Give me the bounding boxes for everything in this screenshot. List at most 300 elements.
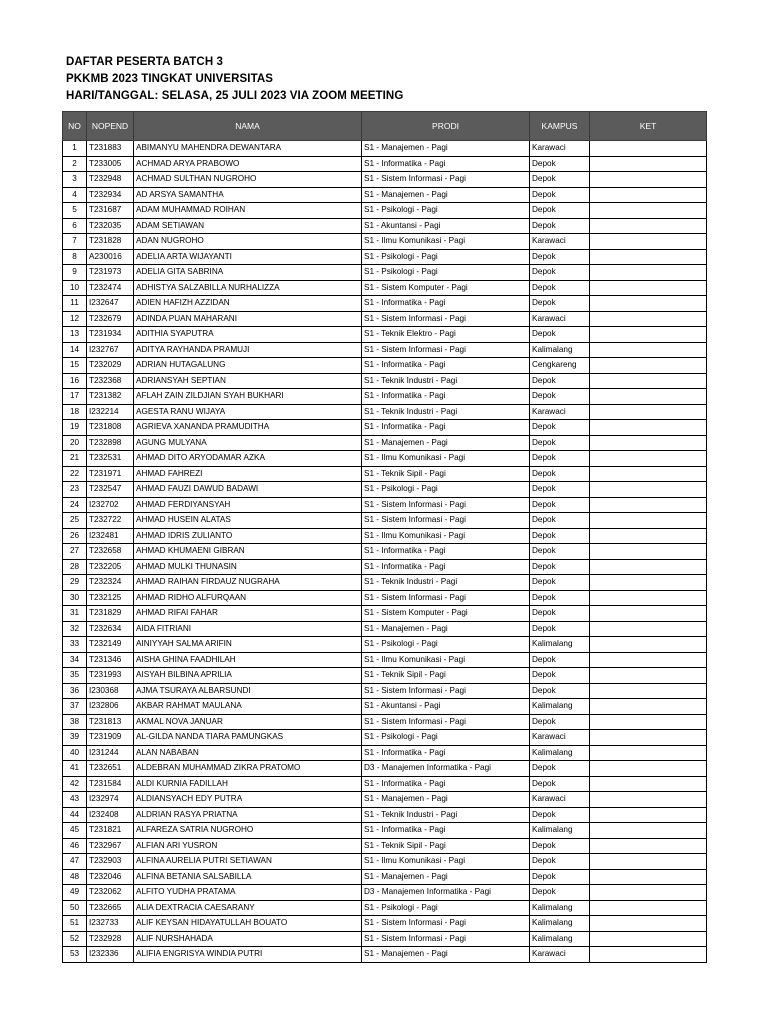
cell-nopend: T232205 [87, 559, 134, 575]
table-row [63, 466, 707, 482]
cell-kampus: Depok [530, 497, 590, 513]
column-header-prodi: PRODI [362, 112, 530, 141]
cell-no: 10 [63, 280, 87, 296]
cell-nopend: T231687 [87, 203, 134, 219]
cell-kampus: Depok [530, 854, 590, 870]
cell-nama: AGRIEVA XANANDA PRAMUDITHA [134, 420, 362, 436]
table-row [63, 513, 707, 529]
cell-kampus: Depok [530, 621, 590, 637]
cell-no: 49 [63, 885, 87, 901]
cell-prodi: S1 - Sistem Informasi - Pagi [362, 497, 530, 513]
table-row [63, 559, 707, 575]
cell-prodi: S1 - Informatika - Pagi [362, 358, 530, 374]
cell-prodi: S1 - Sistem Informasi - Pagi [362, 916, 530, 932]
cell-nama: ADITHIA SYAPUTRA [134, 327, 362, 343]
cell-no: 51 [63, 916, 87, 932]
cell-kampus: Depok [530, 327, 590, 343]
table-row [63, 714, 707, 730]
table-row [63, 792, 707, 808]
table-row [63, 187, 707, 203]
cell-no: 2 [63, 156, 87, 172]
cell-no: 30 [63, 590, 87, 606]
cell-ket [590, 637, 707, 653]
cell-no: 46 [63, 838, 87, 854]
cell-kampus: Karawaci [530, 404, 590, 420]
cell-prodi: S1 - Sistem Informasi - Pagi [362, 342, 530, 358]
cell-ket [590, 482, 707, 498]
cell-nopend: I232647 [87, 296, 134, 312]
cell-prodi: S1 - Sistem Komputer - Pagi [362, 606, 530, 622]
cell-no: 28 [63, 559, 87, 575]
cell-nama: AHMAD HUSEIN ALATAS [134, 513, 362, 529]
column-header-kampus: KAMPUS [530, 112, 590, 141]
cell-prodi: S1 - Manajemen - Pagi [362, 187, 530, 203]
table-row [63, 373, 707, 389]
cell-prodi: S1 - Informatika - Pagi [362, 776, 530, 792]
cell-nama: ALFAREZA SATRIA NUGROHO [134, 823, 362, 839]
cell-nama: ADHISTYA SALZABILLA NURHALIZZA [134, 280, 362, 296]
cell-prodi: S1 - Sistem Informasi - Pagi [362, 683, 530, 699]
cell-ket [590, 249, 707, 265]
table-row [63, 823, 707, 839]
cell-nama: ADAM MUHAMMAD ROIHAN [134, 203, 362, 219]
cell-kampus: Kalimalang [530, 916, 590, 932]
document-heading [66, 54, 403, 105]
cell-kampus: Depok [530, 590, 590, 606]
cell-prodi: S1 - Psikologi - Pagi [362, 249, 530, 265]
cell-nama: AHMAD FERDIYANSYAH [134, 497, 362, 513]
cell-kampus: Depok [530, 838, 590, 854]
cell-ket [590, 451, 707, 467]
cell-nopend: T232934 [87, 187, 134, 203]
table-row [63, 885, 707, 901]
cell-nama: AFLAH ZAIN ZILDJIAN SYAH BUKHARI [134, 389, 362, 405]
cell-prodi: S1 - Sistem Informasi - Pagi [362, 513, 530, 529]
cell-no: 52 [63, 931, 87, 947]
cell-nopend: T231828 [87, 234, 134, 250]
cell-ket [590, 900, 707, 916]
table-row [63, 249, 707, 265]
cell-no: 25 [63, 513, 87, 529]
cell-nopend: T231829 [87, 606, 134, 622]
cell-nopend: T232967 [87, 838, 134, 854]
cell-nopend: T231813 [87, 714, 134, 730]
cell-nama: ADELIA ARTA WIJAYANTI [134, 249, 362, 265]
table-row [63, 311, 707, 327]
cell-nopend: T232474 [87, 280, 134, 296]
cell-no: 27 [63, 544, 87, 560]
cell-prodi: S1 - Manajemen - Pagi [362, 947, 530, 963]
cell-nopend: T232035 [87, 218, 134, 234]
cell-kampus: Depok [530, 544, 590, 560]
cell-prodi: S1 - Akuntansi - Pagi [362, 218, 530, 234]
cell-kampus: Cengkareng [530, 358, 590, 374]
cell-ket [590, 156, 707, 172]
table-row [63, 683, 707, 699]
cell-kampus: Depok [530, 869, 590, 885]
cell-nama: AD ARSYA SAMANTHA [134, 187, 362, 203]
table-row [63, 838, 707, 854]
cell-nopend: T232149 [87, 637, 134, 653]
cell-nama: ALFIAN ARI YUSRON [134, 838, 362, 854]
cell-prodi: S1 - Sistem Informasi - Pagi [362, 590, 530, 606]
cell-prodi: S1 - Manajemen - Pagi [362, 141, 530, 157]
cell-no: 32 [63, 621, 87, 637]
cell-prodi: S1 - Manajemen - Pagi [362, 621, 530, 637]
cell-prodi: S1 - Ilmu Komunikasi - Pagi [362, 854, 530, 870]
cell-prodi: S1 - Manajemen - Pagi [362, 435, 530, 451]
cell-kampus: Depok [530, 172, 590, 188]
cell-nopend: I232974 [87, 792, 134, 808]
cell-kampus: Depok [530, 761, 590, 777]
cell-no: 4 [63, 187, 87, 203]
cell-no: 19 [63, 420, 87, 436]
cell-nopend: T232125 [87, 590, 134, 606]
cell-kampus: Karawaci [530, 141, 590, 157]
cell-ket [590, 172, 707, 188]
cell-no: 31 [63, 606, 87, 622]
table-row [63, 234, 707, 250]
cell-no: 20 [63, 435, 87, 451]
cell-kampus: Kalimalang [530, 342, 590, 358]
cell-ket [590, 885, 707, 901]
cell-prodi: S1 - Teknik Industri - Pagi [362, 807, 530, 823]
column-header-no: NO [63, 112, 87, 141]
cell-kampus: Depok [530, 683, 590, 699]
cell-nama: AKBAR RAHMAT MAULANA [134, 699, 362, 715]
cell-ket [590, 761, 707, 777]
cell-nopend: T232679 [87, 311, 134, 327]
cell-no: 8 [63, 249, 87, 265]
cell-nama: AHMAD FAHREZI [134, 466, 362, 482]
cell-no: 11 [63, 296, 87, 312]
cell-ket [590, 559, 707, 575]
table-body [63, 141, 707, 963]
cell-kampus: Depok [530, 528, 590, 544]
cell-nopend: T232029 [87, 358, 134, 374]
cell-no: 23 [63, 482, 87, 498]
cell-prodi: S1 - Psikologi - Pagi [362, 730, 530, 746]
cell-no: 14 [63, 342, 87, 358]
cell-nama: ADIEN HAFIZH AZZIDAN [134, 296, 362, 312]
cell-ket [590, 606, 707, 622]
cell-no: 47 [63, 854, 87, 870]
cell-kampus: Karawaci [530, 311, 590, 327]
cell-no: 38 [63, 714, 87, 730]
cell-kampus: Depok [530, 203, 590, 219]
cell-nopend: T232722 [87, 513, 134, 529]
cell-nama: ADRIANSYAH SEPTIAN [134, 373, 362, 389]
cell-nopend: I232408 [87, 807, 134, 823]
table-row [63, 141, 707, 157]
table-row [63, 637, 707, 653]
cell-no: 50 [63, 900, 87, 916]
cell-nopend: I232733 [87, 916, 134, 932]
cell-nopend: I232806 [87, 699, 134, 715]
cell-ket [590, 590, 707, 606]
cell-no: 33 [63, 637, 87, 653]
table-row [63, 730, 707, 746]
table-row [63, 358, 707, 374]
table-row [63, 327, 707, 343]
cell-prodi: S1 - Informatika - Pagi [362, 823, 530, 839]
table-row [63, 389, 707, 405]
cell-kampus: Depok [530, 482, 590, 498]
cell-nama: AGUNG MULYANA [134, 435, 362, 451]
cell-no: 41 [63, 761, 87, 777]
cell-kampus: Depok [530, 389, 590, 405]
table-header-row [63, 112, 707, 141]
cell-ket [590, 141, 707, 157]
cell-kampus: Depok [530, 885, 590, 901]
cell-kampus: Depok [530, 575, 590, 591]
table-row [63, 745, 707, 761]
cell-kampus: Depok [530, 249, 590, 265]
cell-nopend: I232702 [87, 497, 134, 513]
table-row [63, 342, 707, 358]
table-row [63, 203, 707, 219]
cell-kampus: Depok [530, 606, 590, 622]
cell-no: 1 [63, 141, 87, 157]
cell-no: 24 [63, 497, 87, 513]
cell-nopend: T232547 [87, 482, 134, 498]
cell-nopend: I232336 [87, 947, 134, 963]
cell-nama: ADELIA GITA SABRINA [134, 265, 362, 281]
cell-nopend: T232928 [87, 931, 134, 947]
cell-kampus: Depok [530, 668, 590, 684]
table-row [63, 947, 707, 963]
cell-kampus: Depok [530, 466, 590, 482]
column-header-nama: NAMA [134, 112, 362, 141]
cell-ket [590, 838, 707, 854]
cell-nopend: T232903 [87, 854, 134, 870]
table-row [63, 854, 707, 870]
cell-prodi: S1 - Informatika - Pagi [362, 420, 530, 436]
cell-kampus: Depok [530, 265, 590, 281]
cell-nopend: T232634 [87, 621, 134, 637]
table-row [63, 699, 707, 715]
cell-prodi: S1 - Teknik Industri - Pagi [362, 373, 530, 389]
cell-nama: AGESTA RANU WIJAYA [134, 404, 362, 420]
cell-ket [590, 823, 707, 839]
cell-kampus: Depok [530, 807, 590, 823]
table-row [63, 900, 707, 916]
cell-ket [590, 869, 707, 885]
cell-no: 22 [63, 466, 87, 482]
column-header-ket: KET [590, 112, 707, 141]
cell-nopend: T231973 [87, 265, 134, 281]
cell-prodi: S1 - Psikologi - Pagi [362, 203, 530, 219]
table-row [63, 420, 707, 436]
cell-no: 44 [63, 807, 87, 823]
cell-ket [590, 683, 707, 699]
cell-kampus: Depok [530, 156, 590, 172]
cell-kampus: Depok [530, 373, 590, 389]
cell-nopend: T232651 [87, 761, 134, 777]
cell-nama: ADAN NUGROHO [134, 234, 362, 250]
cell-ket [590, 544, 707, 560]
cell-kampus: Kalimalang [530, 823, 590, 839]
cell-nama: AHMAD DITO ARYODAMAR AZKA [134, 451, 362, 467]
cell-kampus: Depok [530, 218, 590, 234]
table-row [63, 172, 707, 188]
cell-ket [590, 203, 707, 219]
cell-nopend: T232948 [87, 172, 134, 188]
cell-kampus: Kalimalang [530, 699, 590, 715]
cell-nopend: T231883 [87, 141, 134, 157]
cell-ket [590, 311, 707, 327]
table-row [63, 156, 707, 172]
table-row [63, 544, 707, 560]
cell-ket [590, 745, 707, 761]
cell-no: 39 [63, 730, 87, 746]
cell-prodi: S1 - Informatika - Pagi [362, 296, 530, 312]
cell-nama: ALDEBRAN MUHAMMAD ZIKRA PRATOMO [134, 761, 362, 777]
cell-kampus: Kalimalang [530, 931, 590, 947]
cell-no: 29 [63, 575, 87, 591]
cell-no: 37 [63, 699, 87, 715]
cell-prodi: S1 - Teknik Industri - Pagi [362, 575, 530, 591]
cell-nama: AHMAD FAUZI DAWUD BADAWI [134, 482, 362, 498]
cell-nama: AISHA GHINA FAADHILAH [134, 652, 362, 668]
cell-no: 48 [63, 869, 87, 885]
table-row [63, 497, 707, 513]
cell-nama: AHMAD RAIHAN FIRDAUZ NUGRAHA [134, 575, 362, 591]
cell-no: 12 [63, 311, 87, 327]
cell-ket [590, 218, 707, 234]
cell-nopend: T231971 [87, 466, 134, 482]
cell-ket [590, 296, 707, 312]
cell-ket [590, 280, 707, 296]
cell-nama: ADAM SETIAWAN [134, 218, 362, 234]
cell-ket [590, 621, 707, 637]
cell-no: 9 [63, 265, 87, 281]
cell-no: 13 [63, 327, 87, 343]
cell-nama: ALDI KURNIA FADILLAH [134, 776, 362, 792]
table-row [63, 265, 707, 281]
cell-prodi: S1 - Informatika - Pagi [362, 544, 530, 560]
cell-nama: ADINDA PUAN MAHARANI [134, 311, 362, 327]
cell-prodi: S1 - Informatika - Pagi [362, 559, 530, 575]
cell-nama: AHMAD MULKI THUNASIN [134, 559, 362, 575]
cell-ket [590, 234, 707, 250]
cell-prodi: S1 - Sistem Informasi - Pagi [362, 714, 530, 730]
cell-ket [590, 575, 707, 591]
cell-prodi: D3 - Manajemen Informatika - Pagi [362, 885, 530, 901]
column-header-nopend: NOPEND [87, 112, 134, 141]
cell-kampus: Depok [530, 187, 590, 203]
cell-ket [590, 187, 707, 203]
cell-ket [590, 420, 707, 436]
cell-ket [590, 931, 707, 947]
cell-no: 42 [63, 776, 87, 792]
cell-prodi: S1 - Psikologi - Pagi [362, 482, 530, 498]
cell-kampus: Depok [530, 435, 590, 451]
cell-kampus: Karawaci [530, 947, 590, 963]
cell-nopend: T231993 [87, 668, 134, 684]
cell-no: 21 [63, 451, 87, 467]
cell-nama: ALFINA AURELIA PUTRI SETIAWAN [134, 854, 362, 870]
cell-kampus: Depok [530, 280, 590, 296]
cell-kampus: Depok [530, 776, 590, 792]
cell-ket [590, 404, 707, 420]
cell-prodi: S1 - Sistem Informasi - Pagi [362, 172, 530, 188]
cell-nopend: T232062 [87, 885, 134, 901]
cell-nama: ALIF KEYSAN HIDAYATULLAH BOUATO [134, 916, 362, 932]
cell-ket [590, 342, 707, 358]
cell-ket [590, 389, 707, 405]
table-row [63, 451, 707, 467]
table-row [63, 296, 707, 312]
cell-ket [590, 699, 707, 715]
cell-prodi: S1 - Informatika - Pagi [362, 156, 530, 172]
cell-prodi: S1 - Ilmu Komunikasi - Pagi [362, 451, 530, 467]
cell-nopend: T232046 [87, 869, 134, 885]
cell-nopend: I232214 [87, 404, 134, 420]
cell-no: 15 [63, 358, 87, 374]
cell-prodi: S1 - Teknik Elektro - Pagi [362, 327, 530, 343]
cell-nopend: T231909 [87, 730, 134, 746]
cell-nopend: T232658 [87, 544, 134, 560]
cell-ket [590, 327, 707, 343]
cell-no: 6 [63, 218, 87, 234]
cell-kampus: Karawaci [530, 234, 590, 250]
title-line-2: PKKMB 2023 TINGKAT UNIVERSITAS [66, 73, 274, 85]
cell-nopend: T231382 [87, 389, 134, 405]
cell-nopend: T231821 [87, 823, 134, 839]
table-row [63, 528, 707, 544]
cell-nopend: T232665 [87, 900, 134, 916]
table-row [63, 668, 707, 684]
cell-nama: ALIF NURSHAHADA [134, 931, 362, 947]
cell-prodi: S1 - Ilmu Komunikasi - Pagi [362, 652, 530, 668]
cell-kampus: Depok [530, 559, 590, 575]
cell-nama: ALIA DEXTRACIA CAESARANY [134, 900, 362, 916]
cell-no: 40 [63, 745, 87, 761]
cell-ket [590, 652, 707, 668]
table-row [63, 916, 707, 932]
cell-prodi: S1 - Teknik Industri - Pagi [362, 404, 530, 420]
cell-nama: AINIYYAH SALMA ARIFIN [134, 637, 362, 653]
cell-prodi: D3 - Manajemen Informatika - Pagi [362, 761, 530, 777]
cell-ket [590, 358, 707, 374]
cell-ket [590, 854, 707, 870]
cell-nopend: T231808 [87, 420, 134, 436]
cell-kampus: Depok [530, 513, 590, 529]
cell-nopend: I232481 [87, 528, 134, 544]
cell-prodi: S1 - Psikologi - Pagi [362, 900, 530, 916]
cell-nopend: T232898 [87, 435, 134, 451]
cell-nopend: I232767 [87, 342, 134, 358]
cell-prodi: S1 - Ilmu Komunikasi - Pagi [362, 234, 530, 250]
cell-ket [590, 776, 707, 792]
cell-prodi: S1 - Teknik Sipil - Pagi [362, 838, 530, 854]
cell-no: 18 [63, 404, 87, 420]
cell-nama: AHMAD RIDHO ALFURQAAN [134, 590, 362, 606]
cell-prodi: S1 - Informatika - Pagi [362, 389, 530, 405]
cell-prodi: S1 - Sistem Informasi - Pagi [362, 311, 530, 327]
cell-nama: AISYAH BILBINA APRILIA [134, 668, 362, 684]
cell-nama: ALFINA BETANIA SALSABILLA [134, 869, 362, 885]
table-row [63, 575, 707, 591]
cell-no: 43 [63, 792, 87, 808]
cell-nama: ADITYA RAYHANDA PRAMUJI [134, 342, 362, 358]
cell-prodi: S1 - Manajemen - Pagi [362, 792, 530, 808]
cell-no: 36 [63, 683, 87, 699]
cell-prodi: S1 - Informatika - Pagi [362, 745, 530, 761]
cell-ket [590, 497, 707, 513]
cell-nama: ADRIAN HUTAGALUNG [134, 358, 362, 374]
